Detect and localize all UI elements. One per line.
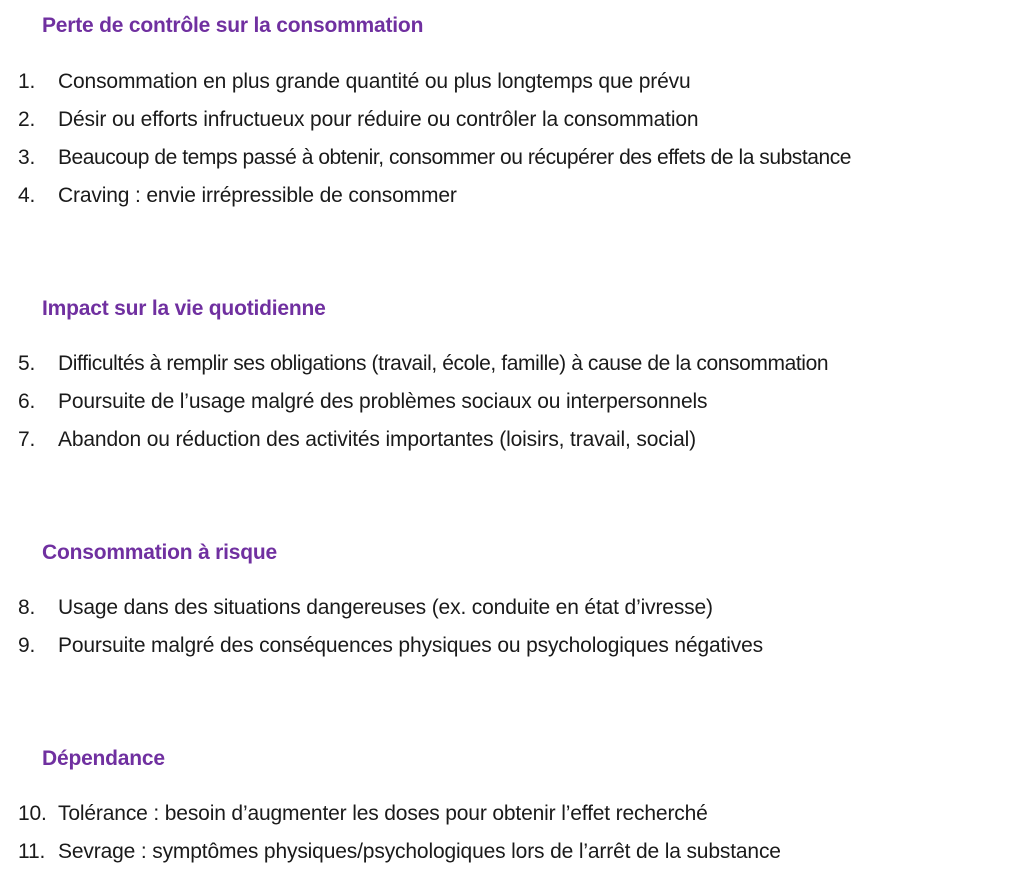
list-item [18,389,707,415]
list-item-number: 3. [18,146,36,169]
list-item-number: 9. [18,634,36,657]
list-item-number: 4. [18,184,36,207]
list-item [18,801,708,827]
list-item-number: 6. [18,390,36,413]
list-item [18,427,696,453]
section-heading-impact-vie-quotidienne: Impact sur la vie quotidienne [42,297,326,320]
list-item-text: Sevrage : symptômes physiques/psychologiques lors de l’arrêt de la substance [58,840,781,863]
section-heading-perte-de-controle: Perte de contrôle sur la consommation [42,14,424,37]
list-item-number: 10. [18,802,47,825]
list-item [18,145,851,171]
list-item-number: 11. [18,840,46,863]
list-item [18,839,781,865]
list-item-text: Poursuite de l’usage malgré des problèmes sociaux ou interpersonnels [58,390,708,413]
section-heading-dependance: Dépendance [42,747,165,770]
list-item-text: Usage dans des situations dangereuses (ex. conduite en état d’ivresse) [58,596,713,619]
list-item-text: Abandon ou réduction des activités importantes (loisirs, travail, social) [58,428,697,451]
list-item-number: 2. [18,108,36,131]
list-item-number: 7. [18,428,36,451]
list-item-text: Désir ou efforts infructueux pour réduire ou contrôler la consommation [58,108,699,131]
list-item-number: 5. [18,352,36,375]
list-item-text: Craving : envie irrépressible de consommer [58,184,457,207]
list-item [18,69,690,95]
list-item-text: Poursuite malgré des conséquences physiques ou psychologiques négatives [58,634,763,657]
list-item-text: Tolérance : besoin d’augmenter les doses pour obtenir l’effet recherché [58,802,708,825]
list-item [18,183,457,209]
list-item-number: 1. [18,70,36,93]
list-item-text: Consommation en plus grande quantité ou plus longtemps que prévu [58,70,691,93]
list-item-number: 8. [18,596,36,619]
list-item [18,107,698,133]
list-item [18,351,828,377]
list-item [18,595,713,621]
section-heading-consommation-a-risque: Consommation à risque [42,541,278,564]
list-item-text: Difficultés à remplir ses obligations (travail, école, famille) à cause de la consommation [58,352,829,375]
list-item-text: Beaucoup de temps passé à obtenir, consommer ou récupérer des effets de la substance [58,146,851,169]
list-item [18,633,763,659]
